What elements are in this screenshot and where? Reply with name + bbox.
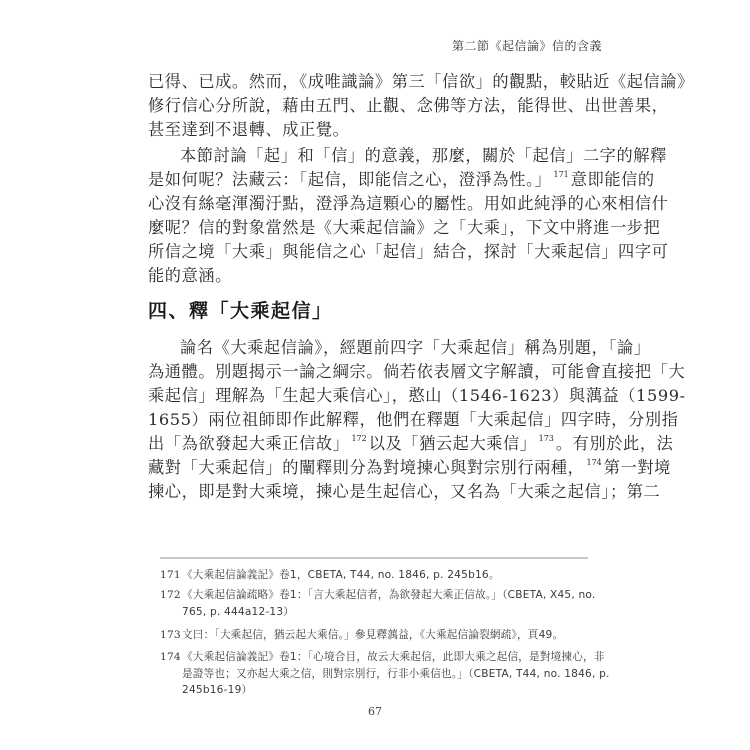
paragraph-text: 出「為欲發起大乘正信故」 <box>148 434 350 453</box>
paragraph-text: 藏對「大乘起信」的闡釋則分為對境揀心與對宗別行兩種， <box>148 458 585 477</box>
paragraph-3-line-2: 為通體。別題揭示一論之綱宗。倘若依表層文字解讀，可能會直接把「大 <box>148 362 686 381</box>
footnote-ref-171[interactable]: 171 <box>553 170 569 179</box>
paragraph-text: 第一對境 <box>603 458 671 477</box>
footnote-174 <box>160 649 610 699</box>
paragraph-2-line-4: 麼呢？信的對象當然是《大乘起信論》之「大乘」，下文中將進一步把 <box>148 218 661 237</box>
footnote-text: 文曰：「大乘起信，猶云起大乘信。」參見釋蕅益，《大乘起信論裂網疏》，頁49。 <box>182 629 564 641</box>
footnote-text: 《大乘起信論義記》卷1：「心境合目，故云大乘起信，此即大乘之起信，是對境揀心，非 <box>182 651 605 663</box>
paragraph-3-line-4: 1655）兩位祖師即作此解釋，他們在釋題「大乘起信」四字時，分別指 <box>148 410 679 429</box>
footnote-text: 是證等也；又亦起大乘之信，則對宗別行，行非小乘信也。」（CBETA, T44, no. 1846, p. <box>182 667 610 680</box>
footnote-ref-172[interactable]: 172 <box>351 434 367 443</box>
footnote-172 <box>160 587 595 620</box>
paragraph-text: 。有別於此，法 <box>555 434 674 453</box>
page-number: 67 <box>368 705 382 718</box>
paragraph-text: 意即能信的 <box>570 170 655 189</box>
footnote-number: 174 <box>160 651 181 663</box>
paragraph-text: 以及「猶云起大乘信」 <box>368 434 537 453</box>
paragraph-2-line-1: 本節討論「起」和「信」的意義，那麼，關於「起信」二字的解釋 <box>180 146 667 165</box>
paragraph-text: 是如何呢？法藏云：「起信，即能信之心，澄淨為性。」 <box>148 170 552 189</box>
paragraph-3-line-5 <box>148 434 673 454</box>
footnote-171 <box>160 567 500 584</box>
footnote-text: 765, p. 444a12-13） <box>182 605 295 618</box>
paragraph-2-line-5: 所信之境「大乘」與能信之心「起信」結合，探討「大乘起信」四字可 <box>148 242 669 261</box>
paragraph-1-line-1: 已得、已成。然而，《成唯識論》第三「信欲」的觀點，較貼近《起信論》 <box>148 72 694 91</box>
footnote-text: 《大乘起信論疏略》卷1：「言大乘起信者，為欲發起大乘正信故。」（CBETA, X45, no. <box>182 589 596 601</box>
running-head: 第二節《起信論》信的含義 <box>452 39 603 53</box>
footnote-number: 173 <box>160 629 181 641</box>
paragraph-1-line-3: 甚至達到不退轉、成正覺。 <box>148 120 350 139</box>
footnote-text: 《大乘起信論義記》卷1，CBETA, T44, no. 1846, p. 245b16。 <box>182 569 500 581</box>
footnote-173 <box>160 627 563 644</box>
paragraph-3-line-6 <box>148 458 671 478</box>
paragraph-3-line-7: 揀心，即是對大乘境，揀心是生起信心，又名為「大乘之起信」；第二 <box>148 482 661 501</box>
section-heading: 四、釋「大乘起信」 <box>148 300 333 322</box>
footnote-number: 172 <box>160 589 181 601</box>
paragraph-3-line-3: 乘起信」理解為「生起大乘信心」，憨山（1546-1623）與蕅益（1599- <box>148 386 686 405</box>
paragraph-2-line-6: 能的意涵。 <box>148 266 232 285</box>
paragraph-2-line-2 <box>148 170 655 190</box>
footnote-number: 171 <box>160 569 181 581</box>
footnote-ref-174[interactable]: 174 <box>586 458 602 467</box>
paragraph-3-line-1: 論名《大乘起信論》，經題前四字「大乘起信」稱為別題，「論」 <box>180 338 651 357</box>
footnote-ref-173[interactable]: 173 <box>538 434 554 443</box>
paragraph-2-line-3: 心沒有絲毫渾濁汙點，澄淨為這顆心的屬性。用如此純淨的心來相信什 <box>148 194 669 213</box>
paragraph-1-line-2: 修行信心分所說，藉由五門、止觀、念佛等方法，能得世、出世善果， <box>148 96 669 115</box>
footnote-text: 245b16-19） <box>182 684 253 696</box>
footnote-divider <box>160 557 588 559</box>
